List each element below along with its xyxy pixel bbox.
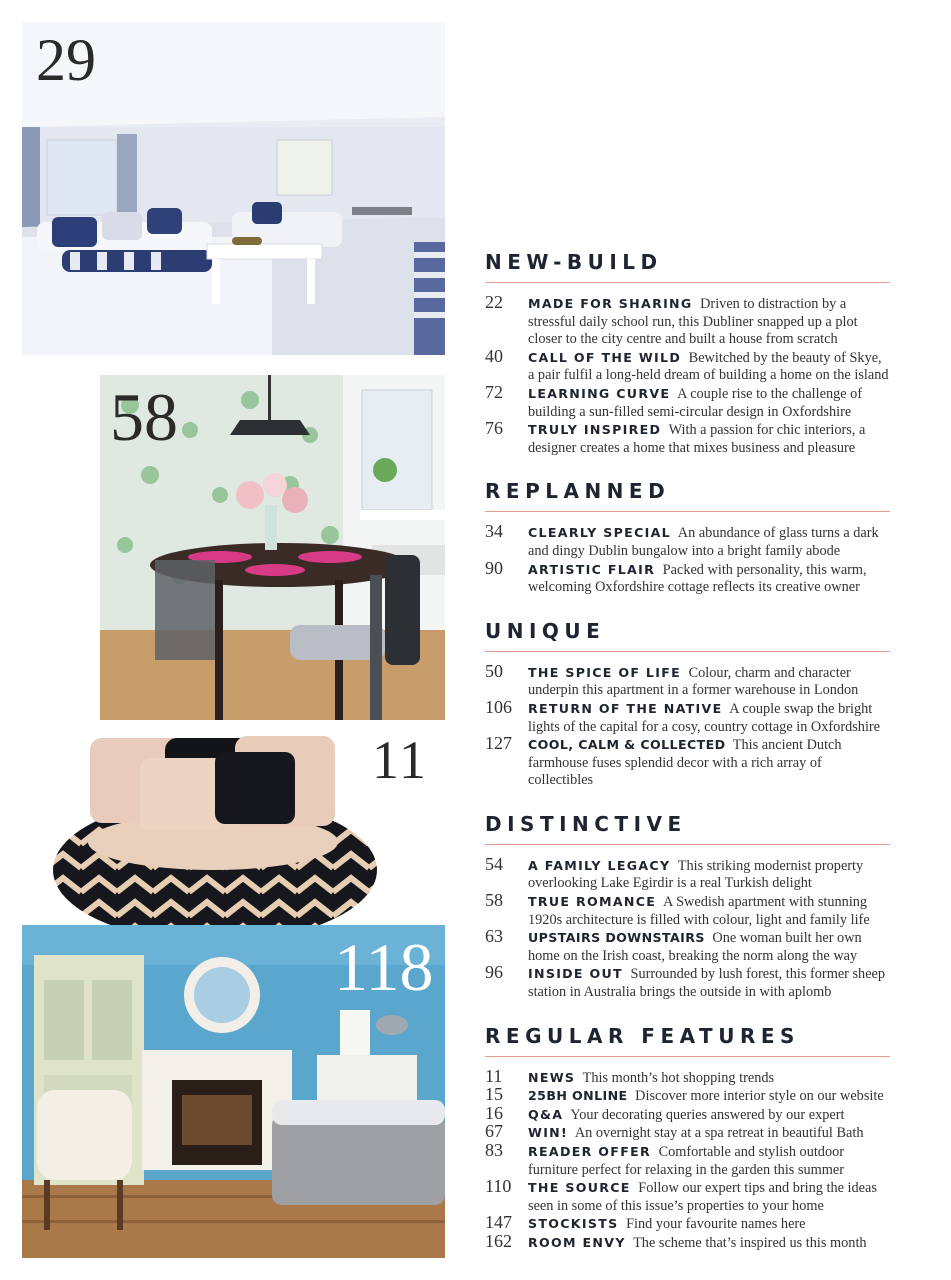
- entry-heading: 25BH ONLINE: [528, 1088, 628, 1104]
- entry-page: 106: [485, 696, 512, 717]
- table-of-contents: [485, 250, 890, 1275]
- toc-entry[interactable]: [485, 1230, 890, 1253]
- section-title: DISTINCTIVE: [485, 812, 890, 845]
- entry-page: 16: [485, 1102, 503, 1123]
- entry-heading: RETURN OF THE NATIVE: [528, 700, 723, 716]
- entry-text: Packed with personality, this warm, welcoming Oxfordshire cottage reflects its creative owner: [528, 561, 867, 596]
- entry-text: A Swedish apartment with stunning 1920s architecture is filled with colour, light and family life: [528, 894, 870, 928]
- toc-entry[interactable]: [485, 381, 890, 421]
- section-replanned: [485, 479, 890, 596]
- entry-text: Find your favourite names here: [626, 1216, 806, 1233]
- page-number-58: 58: [110, 379, 178, 455]
- entry-page: 162: [485, 1230, 512, 1251]
- entry-page: 40: [485, 345, 503, 366]
- toc-entry[interactable]: [485, 696, 890, 736]
- entry-page: 72: [485, 381, 503, 402]
- toc-entry[interactable]: [485, 926, 890, 965]
- toc-entry[interactable]: [485, 660, 890, 700]
- entry-heading: INSIDE OUT: [528, 966, 623, 982]
- entry-heading: NEWS: [528, 1069, 576, 1085]
- entry-text: An overnight stay at a spa retreat in beautiful Bath: [574, 1125, 864, 1142]
- section-title: REGULAR FEATURES: [485, 1024, 890, 1057]
- entry-heading: A FAMILY LEGACY: [528, 857, 671, 873]
- toc-entry[interactable]: [485, 557, 890, 597]
- toc-entry[interactable]: [485, 345, 890, 385]
- entry-page: 63: [485, 926, 503, 947]
- entry-page: 83: [485, 1140, 503, 1160]
- entry-page: 127: [485, 733, 512, 754]
- entry-heading: UPSTAIRS DOWNSTAIRS: [528, 930, 705, 946]
- section-new-build: [485, 250, 890, 457]
- toc-entry[interactable]: [485, 1176, 890, 1215]
- toc-entry[interactable]: [485, 962, 890, 1001]
- entry-heading: ROOM ENVY: [528, 1234, 626, 1250]
- entry-page: 67: [485, 1121, 503, 1142]
- entry-heading: CALL OF THE WILD: [528, 349, 682, 365]
- section-regular-features: [485, 1024, 890, 1253]
- round-sofa-photo: [45, 730, 385, 945]
- entry-text: The scheme that’s inspired us this month: [633, 1234, 867, 1251]
- entry-page: 54: [485, 853, 503, 874]
- page-number-29: 29: [36, 27, 96, 93]
- entry-page: 22: [485, 292, 503, 312]
- toc-entry[interactable]: [485, 1084, 890, 1106]
- entry-text: Discover more interior style on our website: [635, 1088, 884, 1105]
- entry-heading: COOL, CALM & COLLECTED: [528, 737, 726, 753]
- entry-text: This month’s hot shopping trends: [582, 1069, 775, 1086]
- entry-heading: CLEARLY SPECIAL: [528, 525, 671, 541]
- entry-heading: TRUE ROMANCE: [528, 894, 657, 910]
- entry-heading: STOCKISTS: [528, 1216, 619, 1232]
- entry-text: A couple rise to the challenge of building a sun-filled semi-circular design in Oxfordshire: [528, 385, 863, 420]
- section-title: REPLANNED: [485, 479, 890, 512]
- section-title: NEW-BUILD: [485, 250, 890, 283]
- page-number-11: 11: [372, 730, 428, 790]
- entry-text: Follow our expert tips and bring the ideas seen in some of this issue’s properties to your home: [528, 1180, 877, 1214]
- entry-text: An abundance of glass turns a dark and dingy Dublin bungalow into a bright family abode: [528, 525, 879, 559]
- toc-entry[interactable]: [485, 1121, 890, 1143]
- entry-text: Colour, charm and character underpin this apartment in a former warehouse in London: [528, 664, 859, 699]
- entry-heading: THE SOURCE: [528, 1180, 631, 1196]
- entry-heading: LEARNING CURVE: [528, 385, 671, 401]
- entry-page: 90: [485, 557, 503, 578]
- toc-entry[interactable]: [485, 418, 890, 457]
- toc-entry[interactable]: [485, 521, 890, 560]
- section-unique: [485, 619, 890, 790]
- section-title: UNIQUE: [485, 619, 890, 652]
- toc-entry[interactable]: [485, 292, 890, 349]
- entry-page: 76: [485, 418, 503, 439]
- entry-text: Driven to distraction by a stressful daily school run, this Dubliner snapped up a plot closer to the city centre and built a house from scratch: [528, 296, 858, 348]
- entry-text: Bewitched by the beauty of Skye, a pair fulfil a long-held dream of building a home on the island: [528, 349, 889, 384]
- toc-entry[interactable]: [485, 1065, 890, 1088]
- entry-heading: READER OFFER: [528, 1144, 651, 1159]
- entry-heading: Q&A: [528, 1106, 564, 1122]
- toc-entry[interactable]: [485, 1212, 890, 1234]
- toc-entry[interactable]: [485, 1102, 890, 1125]
- entry-text: Your decorating queries answered by our expert: [570, 1106, 845, 1123]
- entry-page: 50: [485, 660, 503, 681]
- toc-entry[interactable]: [485, 733, 890, 790]
- entry-heading: THE SPICE OF LIFE: [528, 664, 682, 680]
- entry-page: 15: [485, 1084, 503, 1105]
- entry-text: This ancient Dutch farmhouse fuses splendid decor with a rich array of collectibles: [528, 737, 842, 789]
- entry-text: With a passion for chic interiors, a designer creates a home that mixes business and pleasure: [528, 422, 866, 456]
- entry-heading: ARTISTIC FLAIR: [528, 561, 656, 577]
- entry-text: Surrounded by lush forest, this former sheep station in Australia brings the outside in with aplomb: [528, 966, 886, 1001]
- toc-entry[interactable]: [485, 853, 890, 893]
- toc-entry[interactable]: [485, 890, 890, 929]
- entry-heading: TRULY INSPIRED: [528, 422, 662, 438]
- entry-page: 34: [485, 521, 503, 542]
- entry-heading: WIN!: [528, 1125, 569, 1141]
- page-number-118: 118: [334, 929, 434, 1005]
- entry-page: 110: [485, 1176, 512, 1197]
- section-distinctive: [485, 812, 890, 1002]
- entry-page: 147: [485, 1212, 512, 1233]
- entry-text: A couple swap the bright lights of the capital for a cosy, country cottage in Oxfordshire: [528, 700, 881, 735]
- entry-page: 96: [485, 962, 503, 983]
- toc-entry[interactable]: [485, 1140, 890, 1179]
- entry-heading: MADE FOR SHARING: [528, 296, 693, 311]
- entry-text: This striking modernist property overlooking Lake Egirdir is a real Turkish delight: [528, 857, 864, 892]
- entry-page: 58: [485, 890, 503, 911]
- entry-page: 11: [485, 1065, 503, 1086]
- entry-text: Comfortable and stylish outdoor furniture perfect for relaxing in the garden this summer: [528, 1144, 845, 1178]
- entry-text: One woman built her own home on the Irish coast, breaking the norm along the way: [528, 930, 862, 964]
